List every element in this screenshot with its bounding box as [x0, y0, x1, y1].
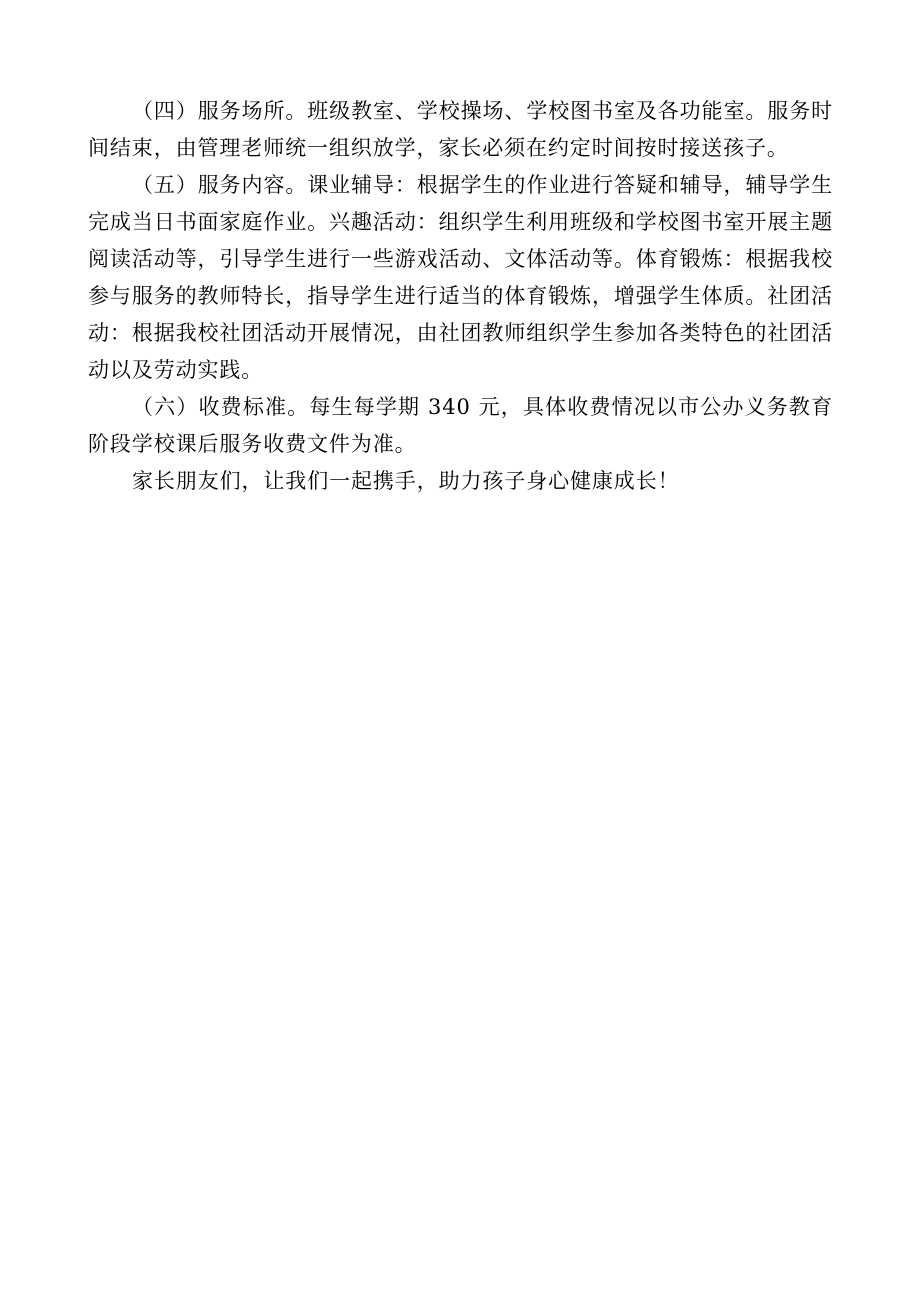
- paragraph-service-location: （四）服务场所。班级教室、学校操场、学校图书室及各功能室。服务时间结束，由管理老师统一组织放学，家长必须在约定时间按时接送孩子。: [88, 99, 833, 160]
- paragraph-closing: 家长朋友们，让我们一起携手，助力孩子身心健康成长！: [132, 469, 680, 493]
- paragraph-fee-standard: （六）收费标准。每生每学期 340 元，具体收费情况以市公办义务教育阶段学校课后服务收费文件为准。: [88, 395, 833, 456]
- paragraph-service-content: （五）服务内容。课业辅导：根据学生的作业进行答疑和辅导，辅导学生完成当日书面家庭作业。兴趣活动：组织学生利用班级和学校图书室开展主题阅读活动等，引导学生进行一些游戏活动、文体活动等。体育锻炼：根据我校参与服务的教师特长，指导学生进行适当的体育锻炼，增强学生体质。社团活动：根据我校社团活动开展情况，由社团教师组织学生参加各类特色的社团活动以及劳动实践。: [88, 173, 833, 382]
- document-body: [88, 93, 833, 500]
